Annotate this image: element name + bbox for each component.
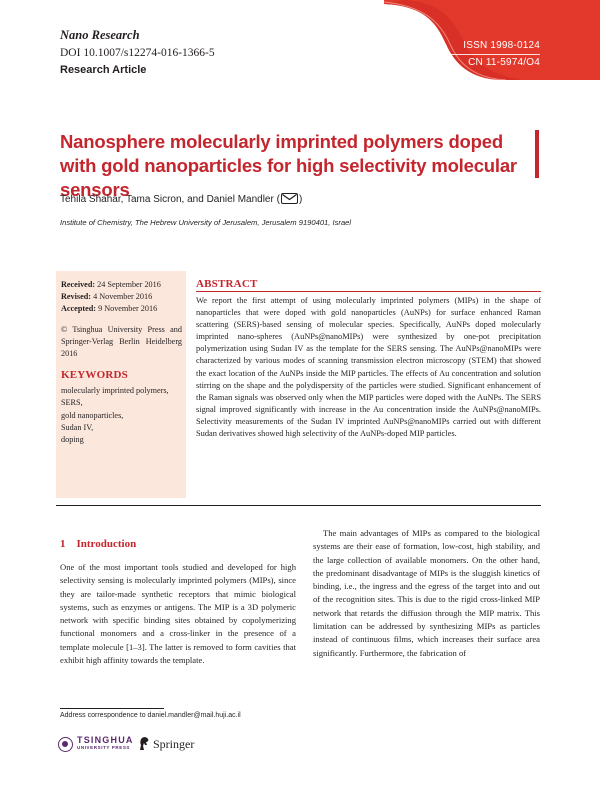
accepted-label: Accepted: [61, 304, 97, 314]
correspondence-footnote[interactable]: Address correspondence to daniel.mandler@mail.huji.ac.il [60, 712, 241, 719]
abstract-text: We report the first attempt of using molecularly imprinted polymers (MIPs) in the shape of nanoparticles that were doped with gold nanoparticles (AuNPs) for surface enhanced Raman scattering (SERS)-based sensing of molecular species. Specifically, AuNPs doped molecularly imprinted nano-spheres (AuNPs@nanoMIPs) were synthesized by one-pot precipitation polymerization using Sudan IV as the template for the SERS sensing. The AuNPs@nanoMIPs were characterized by various modes of scanning transmission electron microscopy (STEM) that showed the exact location of the AuNPs inside the MIP particles. The effects of Au concentration and solution stirring on the shape and the polydispersity of the particles were studied. Significant enhancement of the Raman signals was observed only when the MIP particles were doped with the AuNPs. The SERS signal improved significantly with increase in the Au concentration inside the AuNPs@nanoMIPs. Selectivity measurements of the Sudan IV imprinted AuNPs@nanoMIPs carried out with different Sudan derivatives showed high selectivity of the AuNPs-doped MIP particles. [196, 296, 541, 439]
article-info-sidebar [56, 271, 186, 498]
abstract-heading: ABSTRACT [196, 278, 258, 290]
header-divider [428, 54, 540, 55]
affiliation: Institute of Chemistry, The Hebrew University of Jerusalem, Jerusalem 9190401, Israel [60, 218, 352, 227]
accepted-date [61, 303, 182, 315]
body-column-right: The main advantages of MIPs as compared to the biological systems are their ease of formation, low-cost, high stability, and the large collection of available monomers. On the other hand, the predominant disadvantage of MIPs is the sluggish kinetics of binding, i.e., the ingress and the egress of the target into and out of the recognition sites. This is due to the rigid cross-linked MIP network that retards the diffusion through the MIP matrix. This limitation can be addressed by synthesizing MIPs as particles instead of continuous films, which increases their surface area significantly. Furthermore, the fabrication of [313, 528, 540, 658]
revised-date [61, 291, 182, 303]
journal-header [60, 28, 215, 77]
accepted-value: 9 November 2016 [98, 304, 158, 314]
keyword-item: SERS, [61, 398, 83, 408]
abstract-bottom-rule [56, 505, 541, 506]
keywords-list [61, 385, 182, 446]
cn-number: CN 11-5974/O4 [468, 57, 540, 68]
tsinghua-emblem-icon [58, 737, 73, 752]
article-dates [61, 279, 182, 316]
revised-value: 4 November 2016 [93, 292, 153, 302]
tsinghua-logo: TSINGHUA [77, 735, 134, 745]
keyword-item: doping [61, 435, 84, 445]
issn: ISSN 1998-0124 [463, 40, 540, 51]
author-close: ) [298, 194, 303, 205]
abstract-rule [196, 291, 541, 292]
keyword-item: gold nanoparticles, [61, 410, 124, 420]
journal-name: Nano Research [60, 28, 140, 42]
author-names: Tehila Shahar, Tama Sicron, and Daniel Mandler ( [60, 194, 280, 205]
doi[interactable]: DOI 10.1007/s12274-016-1366-5 [60, 47, 215, 59]
article-type: Research Article [60, 64, 147, 76]
revised-label: Revised: [61, 292, 92, 302]
copyright: © Tsinghua University Press and Springer-Verlag Berlin Heidelberg 2016 [61, 324, 182, 359]
keywords-heading: KEYWORDS [61, 369, 128, 382]
mail-icon[interactable] [281, 193, 298, 204]
springer-logo: Springer [153, 737, 195, 751]
paper-title: Nanosphere molecularly imprinted polymers doped with gold nanoparticles for high selectivity molecular sensors [60, 131, 517, 200]
footnote-rule [60, 708, 164, 709]
received-date [61, 279, 182, 291]
issn-band [384, 0, 600, 80]
springer-horse-icon [138, 736, 150, 751]
keyword-item: Sudan IV, [61, 422, 94, 432]
received-label: Received: [61, 280, 96, 289]
tsinghua-logo-sub: UNIVERSITY PRESS [77, 745, 131, 750]
title-accent-bar [535, 130, 539, 178]
received-value: 24 September 2016 [97, 280, 161, 289]
authors [60, 193, 302, 205]
section-heading-introduction: 1 Introduction [60, 538, 137, 550]
body-column-left: One of the most important tools studied and developed for high selectivity sensing is molecularly imprinted polymers (MIPs), since they are tailor-made synthetic receptors that mimic biological systems, such as enzymes or antigens. The MIP is a 3D polymeric network with specific binding sites obtained by copolymerizing functional monomers and a cross-linker in the presence of a template molecule [1–3]. The latter is removed to form cavities that exhibit high affinity towards the template. [60, 562, 296, 666]
keyword-item: molecularly imprinted polymers, [61, 386, 169, 396]
